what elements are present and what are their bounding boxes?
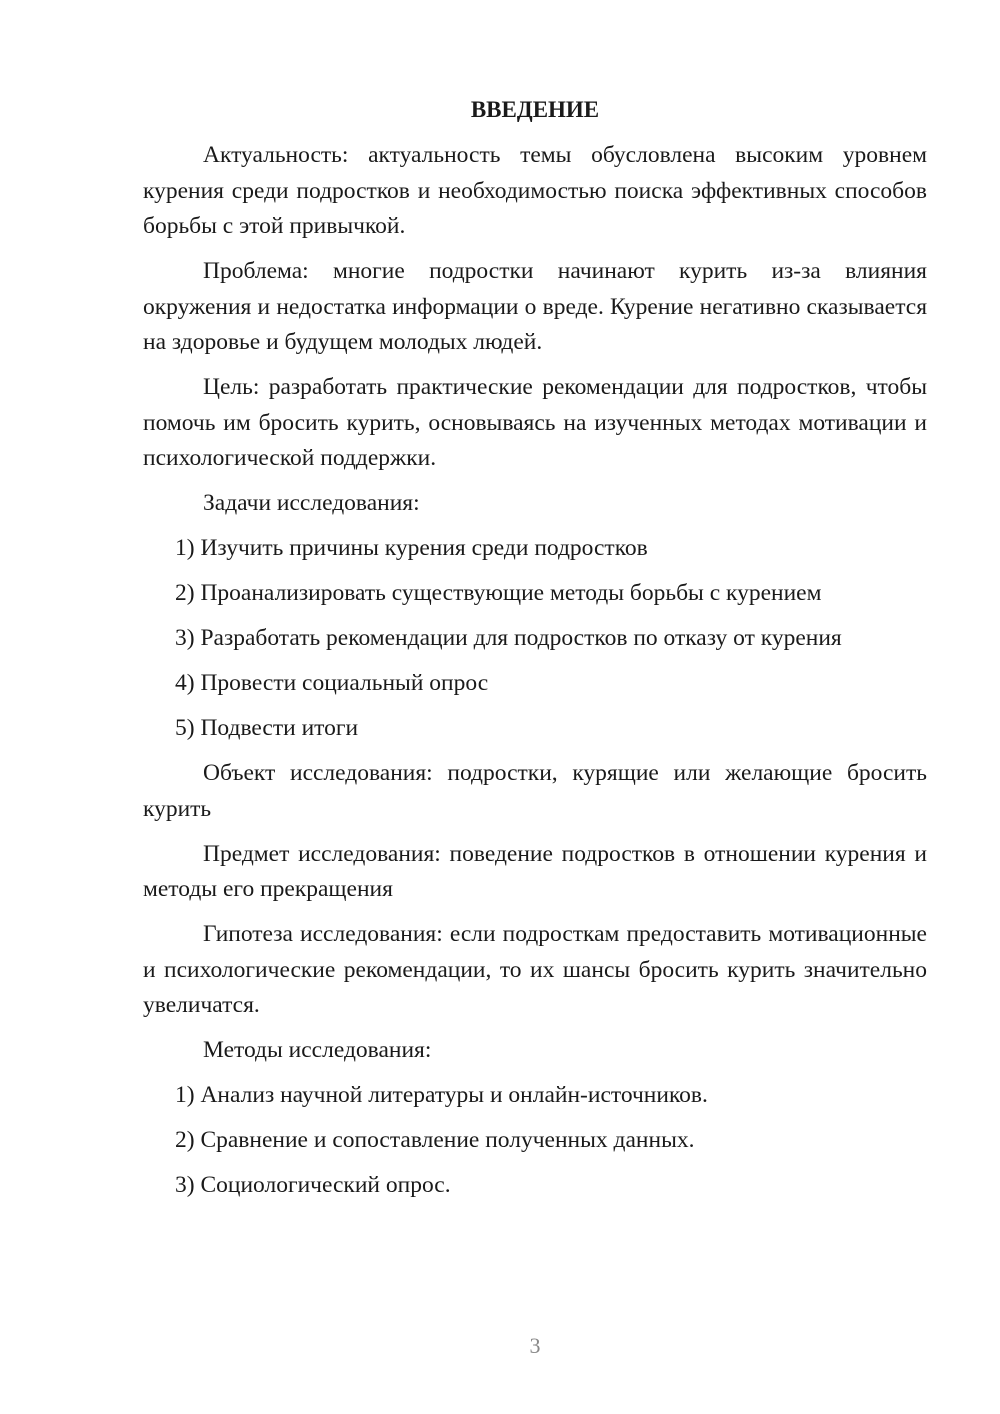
section-title: ВВЕДЕНИЕ [470,97,600,122]
relevance-paragraph: Актуальность: актуальность темы обусловлена высоким уровнем курения среди подростков и необходимостью поиска эффективных способов борьбы с этой привычкой. [143,142,927,239]
goal-paragraph: Цель: разработать практические рекомендации для подростков, чтобы помочь им бросить курить, основываясь на изученных методах мотивации и психологической поддержки. [143,374,927,471]
list-item-task-2: 2) Проанализировать существующие методы борьбы с курением [175,580,822,606]
list-item-method-2: 2) Сравнение и сопоставление полученных данных. [175,1127,695,1153]
list-item-method-3: 3) Социологический опрос. [175,1172,451,1198]
problem-paragraph: Проблема: многие подростки начинают курить из-за влияния окружения и недостатка информации о вреде. Курение негативно сказывается на здоровье и будущем молодых людей. [143,258,927,355]
tasks-list [143,531,927,747]
methods-heading: Методы исследования: [203,1037,432,1063]
subject-paragraph: Предмет исследования: поведение подростков в отношении курения и методы его прекращения [143,840,927,902]
list-item-task-4: 4) Провести социальный опрос [175,670,489,696]
page-content [143,92,927,1213]
object-paragraph: Объект исследования: подростки, курящие или желающие бросить курить [143,760,927,822]
list-item-task-1: 1) Изучить причины курения среди подростков [175,535,648,561]
tasks-heading: Задачи исследования: [203,490,420,516]
list-item-task-3: 3) Разработать рекомендации для подростков по отказу от курения [175,625,842,651]
list-item-task-5: 5) Подвести итоги [175,715,359,741]
page-number: 3 [529,1333,541,1358]
methods-list [143,1078,927,1204]
list-item-method-1: 1) Анализ научной литературы и онлайн-источников. [175,1082,708,1108]
hypothesis-paragraph: Гипотеза исследования: если подросткам предоставить мотивационные и психологические рекомендации, то их шансы бросить курить значительно увеличатся. [143,921,927,1018]
